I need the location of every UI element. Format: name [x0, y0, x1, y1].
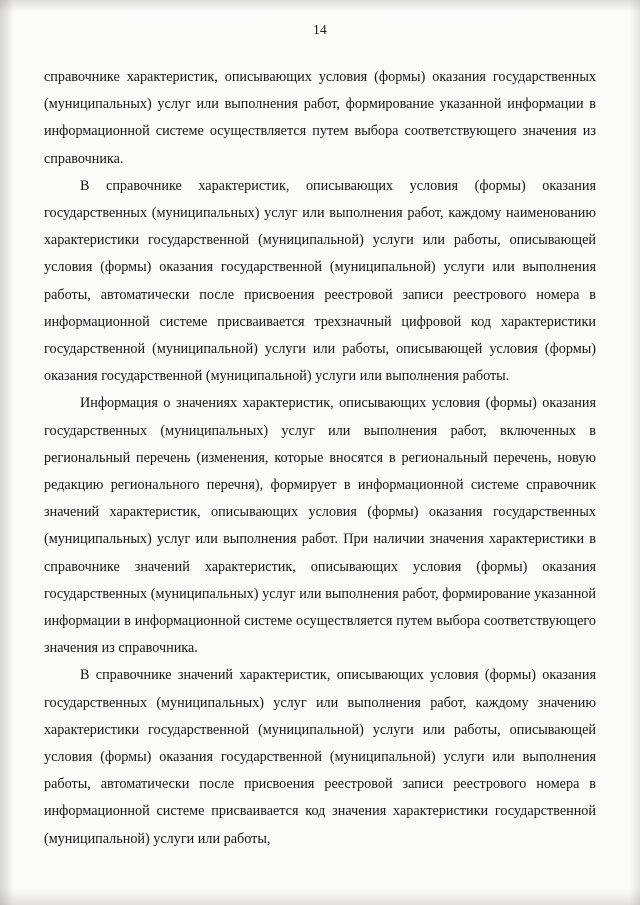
page-number: 14: [313, 22, 327, 37]
paragraph: справочнике характеристик, описывающих условия (формы) оказания государственных (муниципальных) услуг или выполнения работ, формирование указанной информации в информационной системе осуществляется путем выбора соответствующего значения из справочника.: [44, 69, 596, 167]
paragraph: В справочнике значений характеристик, описывающих условия (формы) оказания государственных (муниципальных) услуг или выполнения работ, каждому значению характеристики государственной (муниципальной) услуги или работы, описывающей условия (формы) оказания государственной (муниципальной) услуги или выполнения работы, автоматически после присвоения реестровой записи реестрового номера в информационной системе присваивается код значения характеристики государственной (муниципальной) услуги или работы,: [44, 667, 596, 847]
paragraph: Информация о значениях характеристик, описывающих условия (формы) оказания государственных (муниципальных) услуг или выполнения работ, включенных в региональный перечень (изменения, которые вносятся в региональный перечень, новую редакцию регионального перечня), формирует в информационной системе справочник значений характеристик, описывающих условия (формы) оказания государственных (муниципальных) услуг или выполнения работ. При наличии значения характеристики в справочнике значений характеристик, описывающих условия (формы) оказания государственных (муниципальных) услуг или выполнения работ, формирование указанной информации в информационной системе осуществляется путем выбора соответствующего значения из справочника.: [44, 395, 596, 657]
document-body: [44, 64, 596, 853]
paragraph: В справочнике характеристик, описывающих условия (формы) оказания государственных (муниципальных) услуг или выполнения работ, каждому наименованию характеристики государственной (муниципальной) услуги или работы, описывающей условия (формы) оказания государственной (муниципальной) услуги или выполнения работы, автоматически после присвоения реестровой записи реестрового номера в информационной системе присваивается трехзначный цифровой код характеристики государственной (муниципальной) услуги или работы, описывающей условия (формы) оказания государственной (муниципальной) услуги или выполнения работы.: [44, 177, 596, 385]
